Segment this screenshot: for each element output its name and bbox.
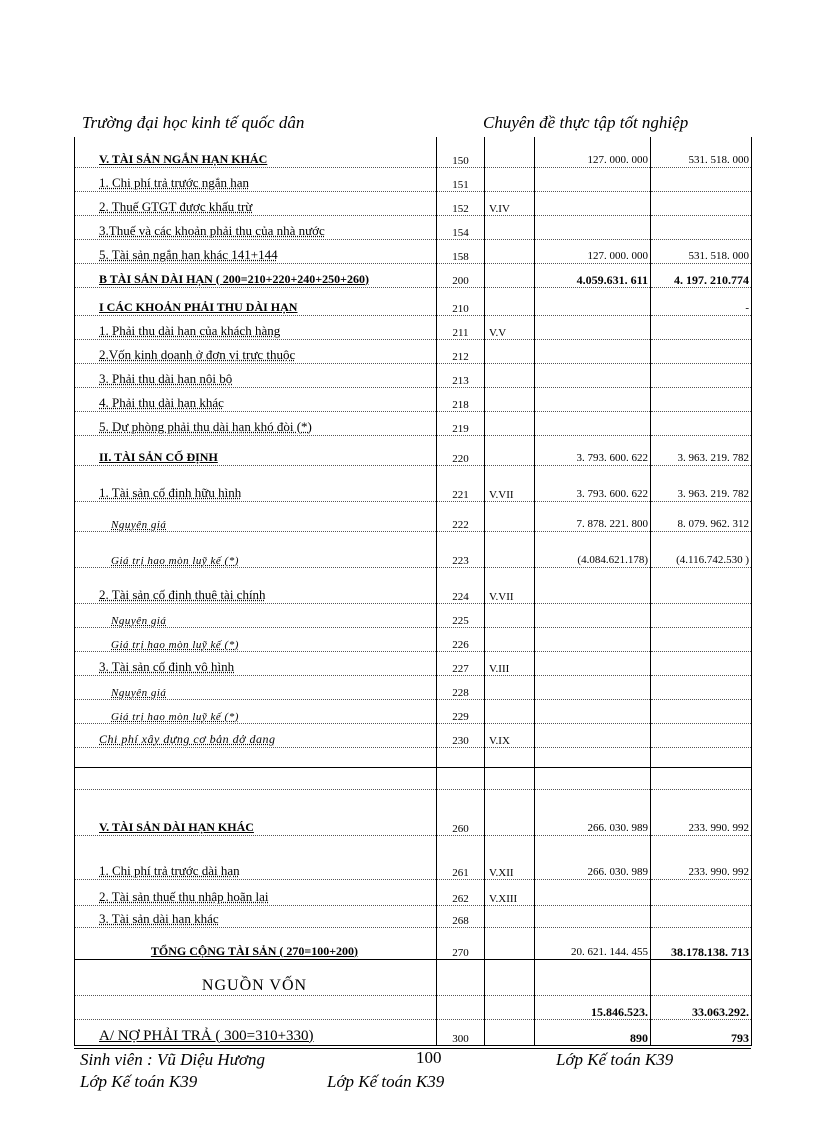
row-note: [485, 789, 535, 835]
row-code: 221: [437, 465, 485, 501]
row-value-end: [651, 411, 752, 435]
row-label: 2. Thuế GTGT được khấu trừ: [75, 191, 437, 215]
row-note: V.VII: [485, 465, 535, 501]
row-note: [485, 339, 535, 363]
row-note: [485, 1019, 535, 1045]
row-value-end: 233. 990. 992: [651, 789, 752, 835]
row-code: [437, 959, 485, 995]
row-value-end: [651, 339, 752, 363]
row-note: [485, 699, 535, 723]
row-value-start: [535, 387, 651, 411]
table-row: [75, 239, 752, 263]
page-number: 100: [416, 1048, 442, 1067]
row-label: 5. Dự phòng phải thu dài hạn khó đòi (*): [75, 411, 437, 435]
row-value-end: 793: [651, 1019, 752, 1045]
row-note: [485, 905, 535, 927]
row-code: 227: [437, 651, 485, 675]
table-row: [75, 879, 752, 905]
row-value-start: 4.059.631. 611: [535, 263, 651, 287]
row-value-end: [651, 215, 752, 239]
table-row: [75, 789, 752, 835]
row-label: Giá trị hao mòn luỹ kế (*): [75, 627, 437, 651]
row-note: [485, 767, 535, 789]
row-code: [437, 747, 485, 767]
row-value-end: (4.116.742.530 ): [651, 531, 752, 567]
row-code: 212: [437, 339, 485, 363]
row-value-start: 127. 000. 000: [535, 137, 651, 167]
row-code: 270: [437, 927, 485, 959]
row-note: V.XIII: [485, 879, 535, 905]
row-value-end: [651, 723, 752, 747]
row-note: [485, 411, 535, 435]
footer-rule: [74, 1048, 751, 1049]
row-label: 1. Chi phí trả trước dài hạn: [75, 835, 437, 879]
row-value-start: [535, 905, 651, 927]
row-label: Chi phí xây dựng cơ bản dở dang: [75, 723, 437, 747]
row-value-end: -: [651, 287, 752, 315]
row-note: [485, 263, 535, 287]
table-row: [75, 767, 752, 789]
header-school: Trường đại học kinh tế quốc dân: [82, 113, 305, 132]
row-label: I CÁC KHOẢN PHẢI THU DÀI HẠN: [75, 287, 437, 315]
row-value-start: [535, 767, 651, 789]
row-value-end: 8. 079. 962. 312: [651, 501, 752, 531]
row-note: V.VII: [485, 567, 535, 603]
row-code: 223: [437, 531, 485, 567]
row-label: [75, 767, 437, 789]
row-code: 210: [437, 287, 485, 315]
row-value-end: [651, 879, 752, 905]
row-label: 1. Chi phí trả trước ngắn hạn: [75, 167, 437, 191]
row-value-start: [535, 167, 651, 191]
footer-student: Sinh viên : Vũ Diệu Hương: [80, 1050, 265, 1069]
table-row: [75, 531, 752, 567]
row-value-start: [535, 627, 651, 651]
header-report-title: Chuyên đề thực tập tốt nghiệp: [483, 113, 689, 132]
table-row: [75, 435, 752, 465]
row-label: Giá trị hao mòn luỹ kế (*): [75, 699, 437, 723]
table-row: [75, 137, 752, 167]
row-code: [437, 767, 485, 789]
table-row: [75, 627, 752, 651]
row-label: 2.Vốn kinh doanh ở đơn vị trực thuộc: [75, 339, 437, 363]
row-note: [485, 435, 535, 465]
row-value-end: [651, 905, 752, 927]
row-note: [485, 995, 535, 1019]
row-code: 154: [437, 215, 485, 239]
row-note: V.XII: [485, 835, 535, 879]
row-value-end: [651, 167, 752, 191]
table-row: [75, 411, 752, 435]
row-value-start: [535, 879, 651, 905]
table-row: [75, 905, 752, 927]
row-value-end: [651, 651, 752, 675]
row-value-end: [651, 699, 752, 723]
row-label: 3.Thuế và các khoản phải thu của nhà nước: [75, 215, 437, 239]
footer-class-middle: Lớp Kế toán K39: [327, 1072, 445, 1091]
row-note: V.IX: [485, 723, 535, 747]
table-row: [75, 747, 752, 767]
row-label: 3. Phải thu dài hạn nội bộ: [75, 363, 437, 387]
row-code: 262: [437, 879, 485, 905]
row-value-start: 266. 030. 989: [535, 835, 651, 879]
row-label: II. TÀI SẢN CỐ ĐỊNH: [75, 435, 437, 465]
row-value-start: [535, 191, 651, 215]
row-value-start: [535, 411, 651, 435]
row-value-end: [651, 191, 752, 215]
row-value-start: 127. 000. 000: [535, 239, 651, 263]
footer-class-right: Lớp Kế toán K39: [556, 1050, 674, 1069]
table-row: [75, 603, 752, 627]
row-note: [485, 363, 535, 387]
row-value-start: 20. 621. 144. 455: [535, 927, 651, 959]
row-value-start: 890: [535, 1019, 651, 1045]
row-value-start: [535, 339, 651, 363]
row-label: Nguyên giá: [75, 501, 437, 531]
row-value-end: 531. 518. 000: [651, 137, 752, 167]
row-note: V.III: [485, 651, 535, 675]
row-code: 300: [437, 1019, 485, 1045]
row-code: [437, 995, 485, 1019]
row-label: V. TÀI SẢN DÀI HẠN KHÁC: [75, 789, 437, 835]
row-label: 5. Tài sản ngắn hạn khác 141+144: [75, 239, 437, 263]
row-label: 4. Phải thu dài hạn khác: [75, 387, 437, 411]
row-note: [485, 927, 535, 959]
table-row: [75, 167, 752, 191]
table-row: [75, 699, 752, 723]
row-value-end: 233. 990. 992: [651, 835, 752, 879]
table-row: [75, 387, 752, 411]
row-note: [485, 627, 535, 651]
row-value-end: 4. 197. 210.774: [651, 263, 752, 287]
row-value-start: [535, 603, 651, 627]
row-code: 226: [437, 627, 485, 651]
table-row: [75, 651, 752, 675]
table-row: [75, 315, 752, 339]
table-row: [75, 675, 752, 699]
row-value-start: 3. 793. 600. 622: [535, 435, 651, 465]
row-note: [485, 239, 535, 263]
row-value-start: (4.084.621.178): [535, 531, 651, 567]
row-value-end: 33.063.292.: [651, 995, 752, 1019]
table-row: [75, 339, 752, 363]
row-note: [485, 137, 535, 167]
row-code: 261: [437, 835, 485, 879]
row-label: 1. Tài sản cố định hữu hình: [75, 465, 437, 501]
row-value-start: [535, 315, 651, 339]
row-label: B TÀI SẢN DÀI HẠN ( 200=210+220+240+250+260): [75, 263, 437, 287]
table-row: [75, 501, 752, 531]
row-label: 2. Tài sản cố định thuê tài chính: [75, 567, 437, 603]
row-code: 150: [437, 137, 485, 167]
row-value-end: 3. 963. 219. 782: [651, 435, 752, 465]
table-row: [75, 215, 752, 239]
table-row: [75, 191, 752, 215]
row-label: 1. Phải thu dài hạn của khách hàng: [75, 315, 437, 339]
balance-sheet-table: [74, 137, 752, 1046]
row-code: 200: [437, 263, 485, 287]
row-value-start: [535, 567, 651, 603]
row-value-end: [651, 363, 752, 387]
row-code: 220: [437, 435, 485, 465]
row-value-end: 3. 963. 219. 782: [651, 465, 752, 501]
row-value-end: [651, 315, 752, 339]
row-value-start: [535, 675, 651, 699]
table-row: [75, 465, 752, 501]
row-value-end: [651, 627, 752, 651]
row-code: 229: [437, 699, 485, 723]
row-note: [485, 215, 535, 239]
row-value-start: 7. 878. 221. 800: [535, 501, 651, 531]
row-code: 224: [437, 567, 485, 603]
table-row: [75, 567, 752, 603]
row-code: 225: [437, 603, 485, 627]
row-code: 230: [437, 723, 485, 747]
table-row: [75, 1019, 752, 1045]
row-label: Nguyên giá: [75, 603, 437, 627]
row-code: 260: [437, 789, 485, 835]
row-value-start: [535, 215, 651, 239]
row-value-start: [535, 747, 651, 767]
row-label: V. TÀI SẢN NGẮN HẠN KHÁC: [75, 137, 437, 167]
row-note: V.IV: [485, 191, 535, 215]
row-label: 2. Tài sản thuế thu nhập hoãn lại: [75, 879, 437, 905]
row-value-start: [535, 287, 651, 315]
row-code: 218: [437, 387, 485, 411]
row-code: 211: [437, 315, 485, 339]
row-code: 158: [437, 239, 485, 263]
row-label: Nguyên giá: [75, 675, 437, 699]
row-label: [75, 747, 437, 767]
row-code: 152: [437, 191, 485, 215]
footer-class-left: Lớp Kế toán K39: [80, 1072, 198, 1091]
row-value-end: [651, 603, 752, 627]
row-code: 151: [437, 167, 485, 191]
table-row: [75, 927, 752, 959]
table-row: [75, 263, 752, 287]
row-value-end: 38.178.138. 713: [651, 927, 752, 959]
row-code: 268: [437, 905, 485, 927]
row-value-start: 3. 793. 600. 622: [535, 465, 651, 501]
row-value-end: [651, 959, 752, 995]
row-label: NGUỒN VỐN: [75, 959, 437, 995]
table-row: [75, 723, 752, 747]
row-value-end: [651, 387, 752, 411]
row-value-end: [651, 567, 752, 603]
row-value-start: 266. 030. 989: [535, 789, 651, 835]
table-row: [75, 995, 752, 1019]
row-value-end: [651, 675, 752, 699]
row-note: [485, 501, 535, 531]
table-row: [75, 959, 752, 995]
row-value-start: 15.846.523.: [535, 995, 651, 1019]
table-row: [75, 287, 752, 315]
row-note: [485, 387, 535, 411]
row-label: 3. Tài sản dài hạn khác: [75, 905, 437, 927]
row-note: [485, 675, 535, 699]
row-value-start: [535, 363, 651, 387]
table-row: [75, 835, 752, 879]
row-value-start: [535, 651, 651, 675]
row-value-end: [651, 747, 752, 767]
row-note: [485, 531, 535, 567]
row-code: 213: [437, 363, 485, 387]
row-label: A/ NỢ PHẢI TRẢ ( 300=310+330): [75, 1019, 437, 1045]
row-value-end: 531. 518. 000: [651, 239, 752, 263]
row-note: V.V: [485, 315, 535, 339]
row-label: Giá trị hao mòn luỹ kế (*): [75, 531, 437, 567]
row-code: 228: [437, 675, 485, 699]
table-row: [75, 363, 752, 387]
row-label: 3. Tài sản cố định vô hình: [75, 651, 437, 675]
row-note: [485, 287, 535, 315]
row-value-start: [535, 959, 651, 995]
row-code: 222: [437, 501, 485, 531]
row-note: [485, 603, 535, 627]
row-note: [485, 959, 535, 995]
row-label: TỔNG CỘNG TÀI SẢN ( 270=100+200): [75, 927, 437, 959]
row-value-start: [535, 699, 651, 723]
row-label: [75, 995, 437, 1019]
row-note: [485, 747, 535, 767]
row-value-end: [651, 767, 752, 789]
row-code: 219: [437, 411, 485, 435]
row-note: [485, 167, 535, 191]
row-value-start: [535, 723, 651, 747]
